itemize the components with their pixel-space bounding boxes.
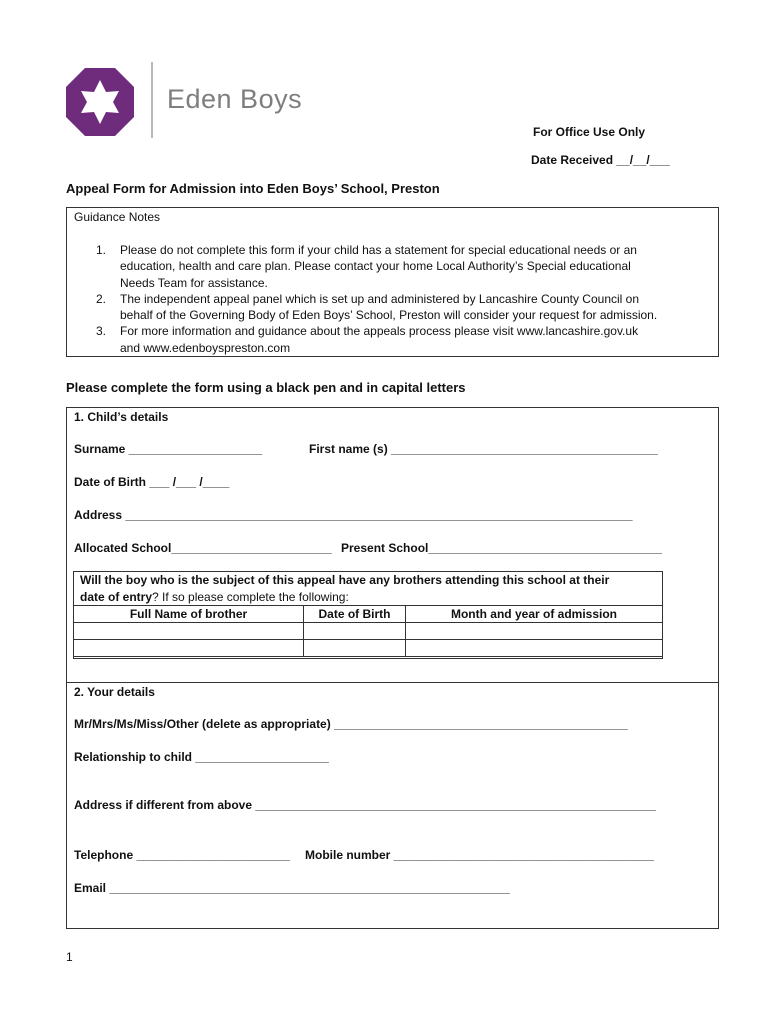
column-header: Full Name of brother <box>74 606 304 623</box>
brother-dob-cell[interactable] <box>304 640 406 657</box>
table-header-row <box>74 606 663 623</box>
guidance-line: and www.edenboyspreston.com <box>120 340 291 355</box>
column-header: Month and year of admission <box>406 606 663 623</box>
brother-name-cell[interactable] <box>74 623 304 640</box>
guidance-line: Needs Team for assistance. <box>120 275 268 290</box>
logo-wordmark: Eden Boys <box>167 84 303 114</box>
brothers-question: Will the boy who is the subject of this appeal have any brothers attending this school at their <box>80 573 610 587</box>
email-field[interactable]: Email ____________________________________________________________ <box>74 881 510 895</box>
guidance-item <box>88 291 700 324</box>
column-header: Date of Birth <box>304 606 406 623</box>
guidance-item-number: 3. <box>96 324 107 339</box>
brother-name-cell[interactable] <box>74 640 304 657</box>
form-title: Appeal Form for Admission into Eden Boys’ School, Preston <box>66 181 440 196</box>
guidance-item-number: 2. <box>96 291 107 306</box>
first-name-field[interactable]: First name (s) ________________________________________ <box>309 442 658 456</box>
brother-admission-cell[interactable] <box>406 623 663 640</box>
guidance-item <box>88 323 700 356</box>
office-use-label: For Office Use Only <box>533 125 646 139</box>
your-details-heading: 2. Your details <box>74 685 155 699</box>
surname-field[interactable]: Surname ____________________ <box>74 442 263 456</box>
guidance-heading: Guidance Notes <box>74 210 161 224</box>
present-school-field[interactable]: Present School___________________________________ <box>341 541 662 555</box>
relationship-field[interactable]: Relationship to child ____________________ <box>74 750 329 764</box>
table-row <box>74 640 663 657</box>
brothers-table <box>73 605 663 657</box>
guidance-line: behalf of the Governing Body of Eden Boys’ School, Preston will consider your request for admission. <box>120 308 658 323</box>
guidance-item-number: 1. <box>96 243 107 257</box>
brothers-question-cont <box>80 590 349 604</box>
brother-dob-cell[interactable] <box>304 623 406 640</box>
logo-divider <box>151 62 153 138</box>
guidance-line: Please do not complete this form if your child has a statement for special educational needs or an <box>120 243 637 257</box>
title-field[interactable]: Mr/Mrs/Ms/Miss/Other (delete as appropriate) ____________________________________________ <box>74 717 628 731</box>
mobile-field[interactable]: Mobile number _______________________________________ <box>305 848 654 862</box>
brother-admission-cell[interactable] <box>406 640 663 657</box>
telephone-field[interactable]: Telephone _______________________ <box>74 848 290 862</box>
date-received-field[interactable]: Date Received __/__/___ <box>531 153 670 167</box>
guidance-line: The independent appeal panel which is set up and administered by Lancashire County Council on <box>120 291 640 306</box>
form-instruction: Please complete the form using a black pen and in capital letters <box>66 380 466 395</box>
brothers-question-rest: ? If so please complete the following: <box>152 590 349 604</box>
date-of-birth-field[interactable]: Date of Birth ___ /___ /____ <box>74 475 230 489</box>
guidance-item <box>88 242 700 291</box>
allocated-school-field[interactable]: Allocated School________________________ <box>74 541 332 555</box>
guidance-line: For more information and guidance about the appeals process please visit www.lancashire.gov.uk <box>120 324 639 339</box>
star-octagon-icon <box>64 66 136 138</box>
child-address-field[interactable]: Address ____________________________________________________________________________ <box>74 508 633 522</box>
parent-address-field[interactable]: Address if different from above ____________________________________________________________ <box>74 798 656 812</box>
section-divider <box>66 682 718 683</box>
child-details-heading: 1. Child’s details <box>74 410 169 424</box>
brothers-question-emphasis: date of entry <box>80 590 153 604</box>
guidance-line: education, health and care plan. Please contact your home Local Authority’s Special educational <box>120 259 631 274</box>
page-number: 1 <box>66 950 73 964</box>
table-row <box>74 623 663 640</box>
guidance-list <box>88 242 700 356</box>
